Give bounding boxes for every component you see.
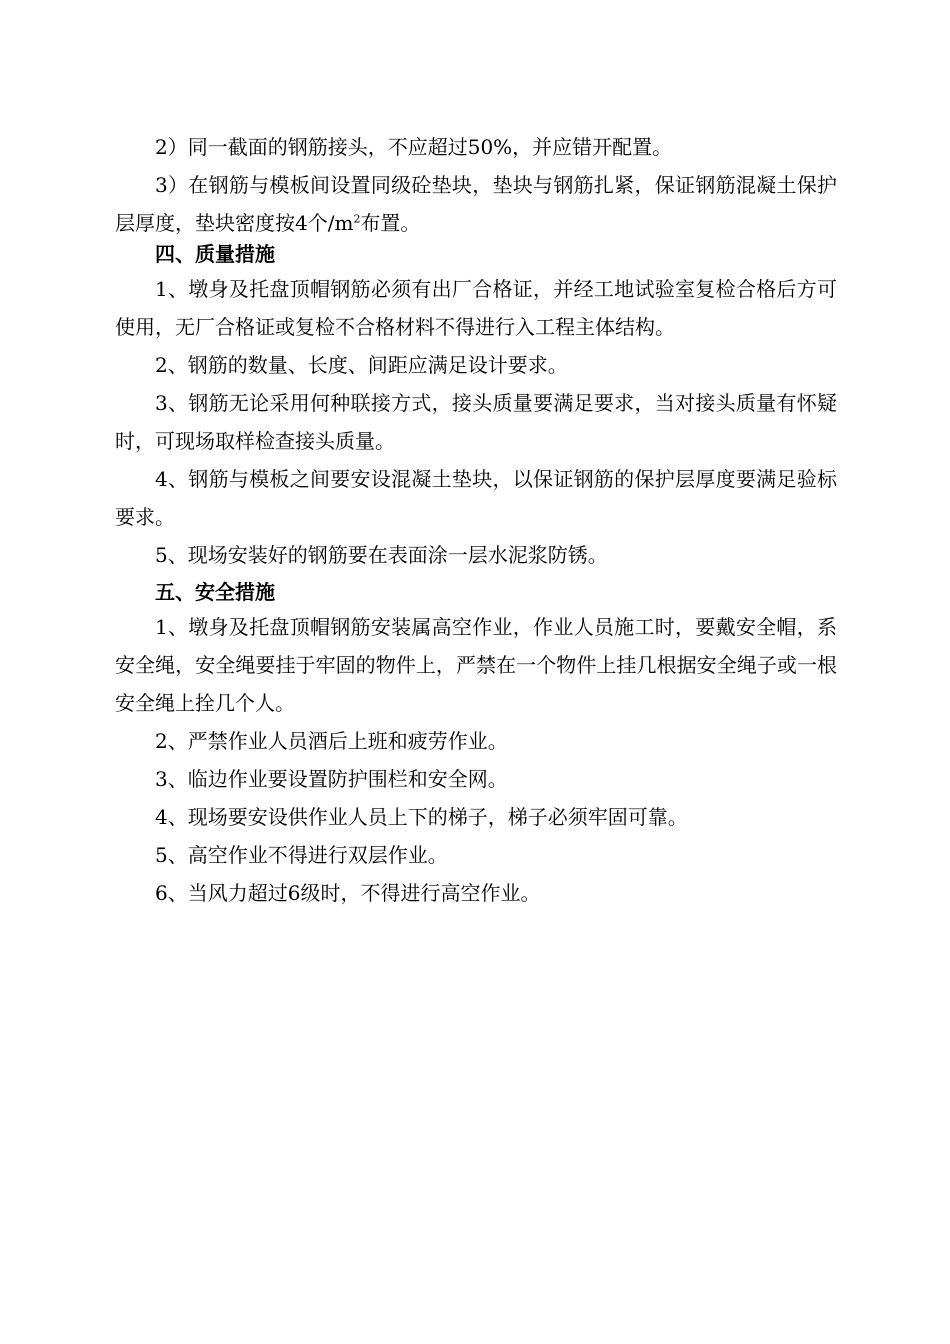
safety-item-6: 6、当风力超过6级时，不得进行高空作业。 — [155, 881, 541, 905]
safety-item-3: 3、临边作业要设置防护围栏和安全网。 — [155, 767, 508, 791]
paragraph-item-2: 2）同一截面的钢筋接头，不应超过50%，并应错开配置。 — [155, 135, 673, 159]
paragraph-item-3-text: 3）在钢筋与模板间设置同级砼垫块，垫块与钢筋扎紧，保证钢筋混凝土保护层厚度，垫块密度按4个/m — [115, 173, 837, 235]
quality-item-5: 5、现场安装好的钢筋要在表面涂一层水泥浆防锈。 — [155, 543, 608, 567]
safety-item-2: 2、严禁作业人员酒后上班和疲劳作业。 — [155, 729, 508, 753]
safety-item-4: 4、现场要安设供作业人员上下的梯子，梯子必须牢固可靠。 — [155, 805, 688, 829]
quality-item-4: 4、钢筋与模板之间要安设混凝土垫块，以保证钢筋的保护层厚度要满足验标要求。 — [115, 467, 837, 529]
quality-item-1: 1、墩身及托盘顶帽钢筋必须有出厂合格证，并经工地试验室复检合格后方可使用，无厂合格证或复检不合格材料不得进行入工程主体结构。 — [115, 277, 837, 339]
safety-item-5: 5、高空作业不得进行双层作业。 — [155, 843, 448, 867]
paragraph-item-3 — [115, 166, 837, 242]
paragraph-item-3-tail: 布置。 — [360, 211, 421, 235]
document-body — [115, 128, 837, 912]
quality-item-2: 2、钢筋的数量、长度、间距应满足设计要求。 — [155, 353, 568, 377]
safety-item-1: 1、墩身及托盘顶帽钢筋安装属高空作业，作业人员施工时，要戴安全帽，系安全绳，安全绳要挂于牢固的物件上，严禁在一个物件上挂几根据安全绳子或一根安全绳上拴几个人。 — [115, 615, 837, 715]
superscript-2: 2 — [353, 212, 361, 226]
section-heading-safety: 五、安全措施 — [155, 580, 275, 604]
section-heading-quality: 四、质量措施 — [155, 242, 275, 266]
quality-item-3: 3、钢筋无论采用何种联接方式，接头质量要满足要求，当对接头质量有怀疑时，可现场取样检查接头质量。 — [115, 391, 837, 453]
